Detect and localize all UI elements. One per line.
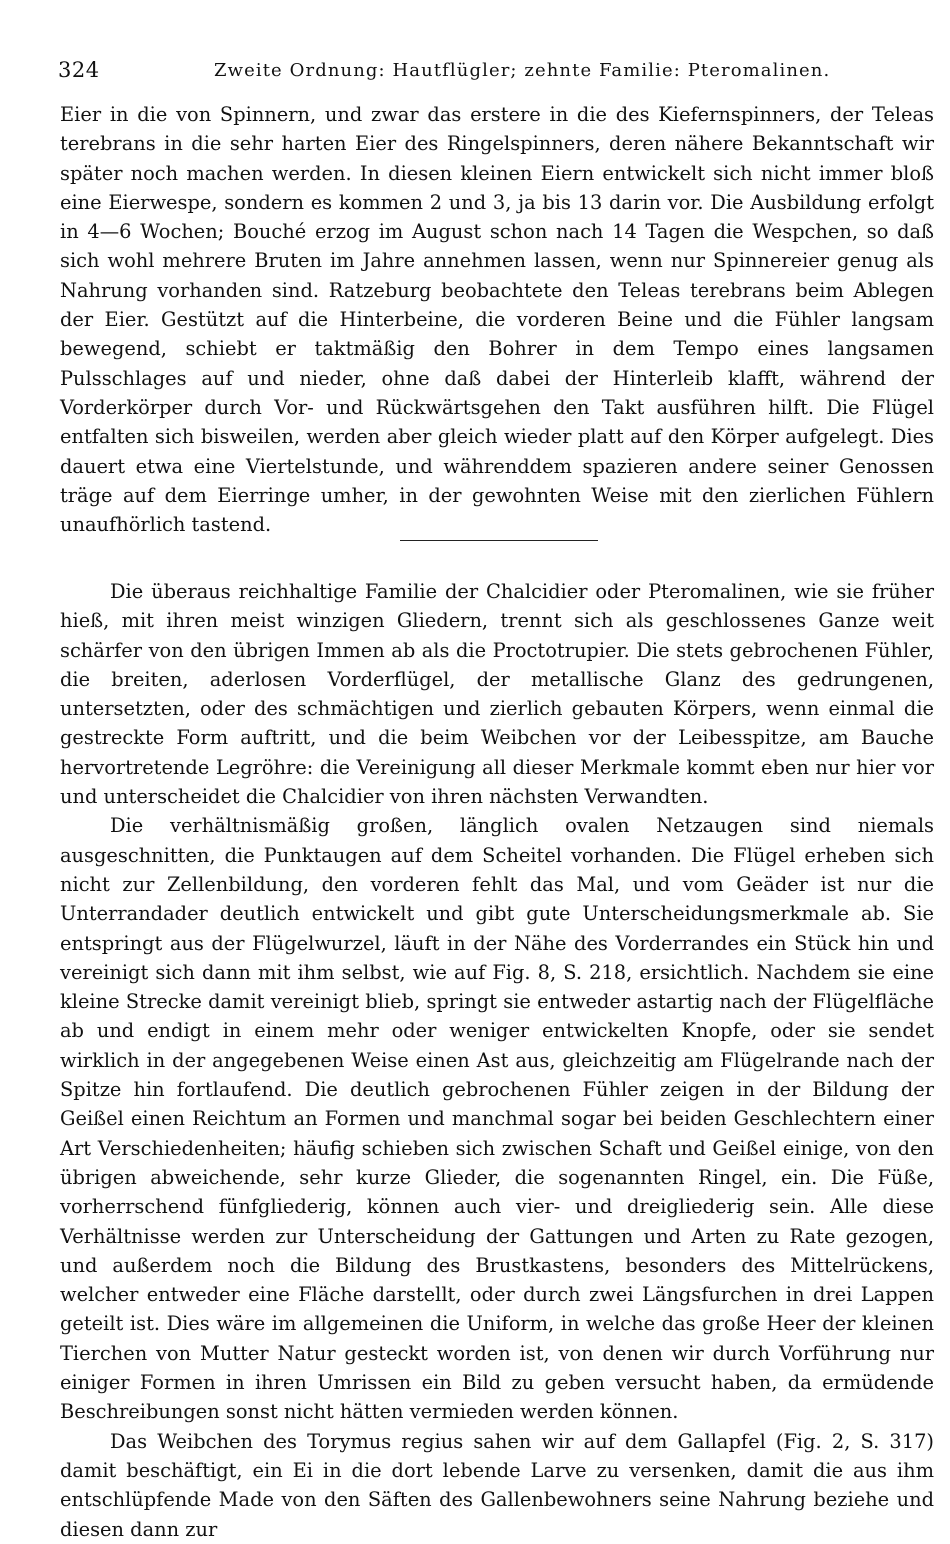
page-header <box>58 58 934 88</box>
chalcidier-section <box>60 577 934 1544</box>
running-head: Zweite Ordnung: Hautflügler; zehnte Familie: Pteromalinen. <box>214 60 831 81</box>
paragraph: Die überaus reichhaltige Familie der Chalcidier oder Pteromalinen, wie sie früher hieß, mit ihren meist winzigen Gliedern, trennt sich als geschlossenes Ganze weit schärfer von den übrigen Immen ab als die Proctotrupier. Die stets gebrochenen Fühler, die breiten, aderlosen Vorderflügel, der metallische Glanz des gedrungenen, untersetzten, oder des schmächtigen und zierlich gebauten Körpers, wenn einmal die gestreckte Form auftritt, und die beim Weibchen vor der Leibesspitze, am Bauche hervortretende Legröhre: die Vereinigung all dieser Merkmale kommt eben nur hier vor und unterscheidet die Chalcidier von ihren nächsten Verwandten. <box>60 580 934 809</box>
paragraph: Die verhältnismäßig großen, länglich ovalen Netzaugen sind niemals ausgeschnitten, die Punktaugen auf dem Scheitel vorhanden. Die Flügel erheben sich nicht zur Zellenbildung, den vorderen fehlt das Mal, und vom Geäder ist nur die Unterrandader deutlich entwickelt und gibt gute Unterscheidungsmerkmale ab. Sie entspringt aus der Flügelwurzel, läuft in der Nähe des Vorderrandes ein Stück hin und vereinigt sich dann mit ihm selbst, wie auf Fig. 8, S. 218, ersichtlich. Nachdem sie eine kleine Strecke damit vereinigt blieb, springt sie entweder astartig nach der Flügelfläche ab und endigt in einem mehr oder weniger entwickelten Knopfe, oder sie sendet wirklich in der angegebenen Weise einen Ast aus, gleichzeitig am Flügelrande nach der Spitze hin fortlaufend. Die deutlich gebrochenen Fühler zeigen in der Bildung der Geißel einen Reichtum an Formen und manchmal sogar bei beiden Geschlechtern einer Art Verschiedenheiten; häufig schieben sich zwischen Schaft und Geißel einige, von den übrigen abweichende, sehr kurze Glieder, die sogenannten Ringel, ein. Die Füße, vorherrschend fünfgliederig, können auch vier- und dreigliederig sein. Alle diese Verhältnisse werden zur Unterscheidung der Gattungen und Arten zu Rate gezogen, und außerdem noch die Bildung des Brustkastens, besonders des Mittelrückens, welcher entweder eine Fläche darstellt, oder durch zwei Längsfurchen in drei Lappen geteilt ist. Dies wäre im allgemeinen die Uniform, in welche das große Heer der kleinen Tierchen von Mutter Natur gesteckt worden ist, von denen wir durch Vorführung nur einiger Formen in ihren Umrissen ein Bild zu geben versucht haben, da ermüdende Beschreibungen sonst nicht hätten vermieden werden können. <box>60 814 934 1424</box>
paragraph: Eier in die von Spinnern, und zwar das erstere in die des Kiefernspinners, der Teleas terebrans in die sehr harten Eier des Ringelspinners, deren nähere Bekanntschaft wir später noch machen werden. In diesen kleinen Eiern entwickelt sich nicht immer bloß eine Eierwespe, sondern es kommen 2 und 3, ja bis 13 darin vor. Die Ausbildung erfolgt in 4—6 Wochen; Bouché erzog im August schon nach 14 Tagen die Wespchen, so daß sich wohl mehrere Bruten im Jahre annehmen lassen, wenn nur Spinnereier genug als Nahrung vorhanden sind. Ratzeburg beobachtete den Teleas terebrans beim Ablegen der Eier. Gestützt auf die Hinterbeine, die vorderen Beine und die Fühler langsam bewegend, schiebt er taktmäßig den Bohrer in dem Tempo eines langsamen Pulsschlages auf und nieder, ohne daß dabei der Hinterleib klafft, während der Vorderkörper durch Vor- und Rückwärtsgehen den Takt ausführen hilft. Die Flügel entfalten sich bisweilen, werden aber gleich wieder platt auf den Körper aufgelegt. Dies dauert etwa eine Viertelstunde, und währenddem spazieren andere seiner Genossen träge auf dem Eierringe umher, in der gewohnten Weise mit den zierlichen Fühlern unaufhörlich tastend. <box>60 103 934 537</box>
paragraph: Das Weibchen des Torymus regius sahen wir auf dem Gallapfel (Fig. 2, S. 317) damit beschäftigt, ein Ei in die dort lebende Larve zu versenken, damit die aus ihm entschlüpfende Made von den Säften des Gallenbewohners seine Nahrung beziehe und diesen dann zur <box>60 1429 934 1541</box>
continued-paragraph <box>60 100 934 539</box>
section-divider <box>400 540 598 541</box>
page-number: 324 <box>58 58 100 82</box>
